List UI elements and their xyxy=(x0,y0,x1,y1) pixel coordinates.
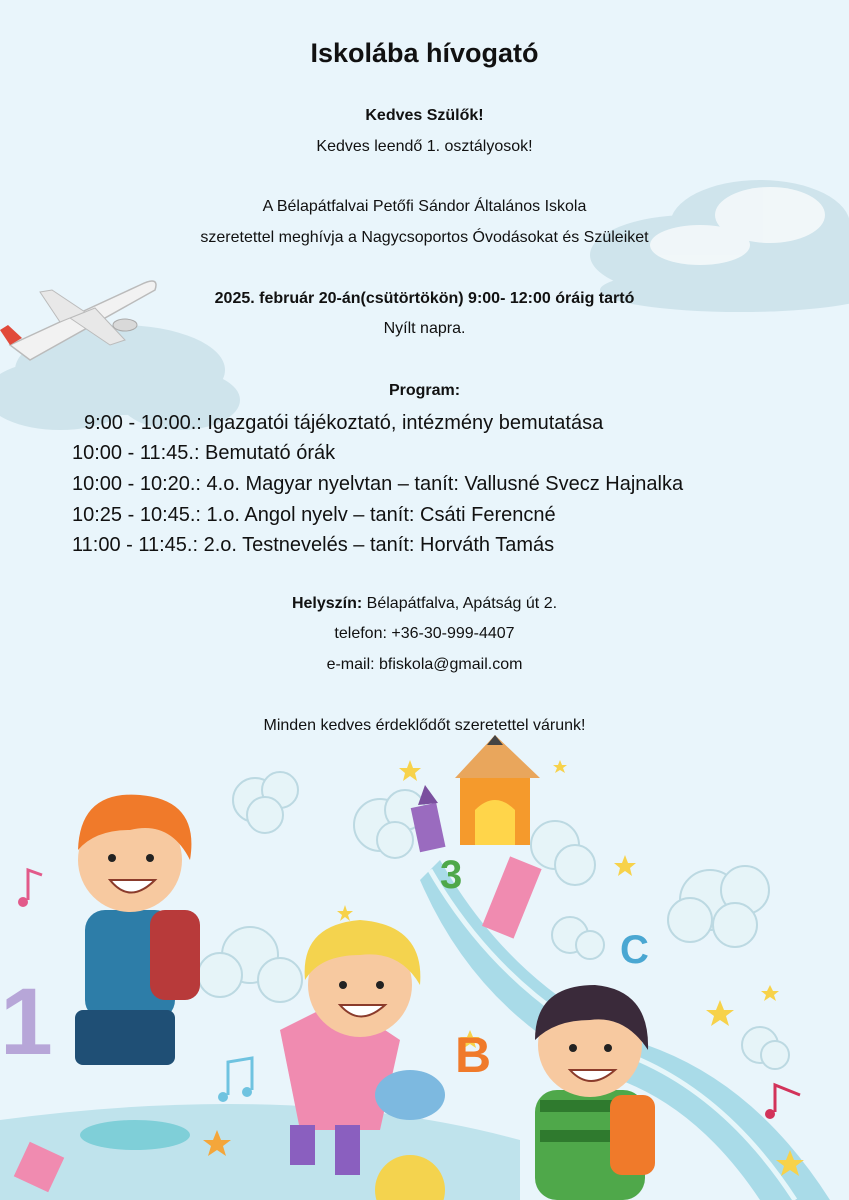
program-item: 10:00 - 10:20.: 4.o. Magyar nyelvtan – tanít: Vallusné Svecz Hajnalka xyxy=(72,473,684,495)
closing-message: Minden kedves érdeklődőt szeretettel várunk! xyxy=(263,717,586,734)
program-item: 10:00 - 11:45.: Bemutató órák xyxy=(72,442,336,464)
program-item: 11:00 - 11:45.: 2.o. Testnevelés – tanít: Horváth Tamás xyxy=(72,534,555,556)
email: e-mail: bfiskola@gmail.com xyxy=(326,656,523,673)
event-date: 2025. február 20-án(csütörtökön) 9:00- 12:00 óráig tartó xyxy=(214,290,635,307)
program-item: 9:00 - 10:00.: Igazgatói tájékoztató, intézmény bemutatása xyxy=(84,412,604,434)
letter-b: B xyxy=(455,1027,492,1083)
letter-three: 3 xyxy=(440,853,463,897)
letter-c: C xyxy=(620,928,649,972)
program-heading: Program: xyxy=(388,382,461,399)
program-item: 10:25 - 10:45.: 1.o. Angol nyelv – tanít: Csáti Ferencné xyxy=(72,504,556,526)
invite-line-1: A Bélapátfalvai Petőfi Sándor Általános Iskola xyxy=(262,198,587,215)
letter-one: 1 xyxy=(0,969,53,1075)
location-value: Bélapátfalva, Apátság út 2. xyxy=(366,595,558,612)
event-name: Nyílt napra. xyxy=(383,320,466,337)
kid-boy-left xyxy=(75,795,200,1065)
page-title: Iskolába hívogató xyxy=(310,38,539,68)
greeting-parents: Kedves Szülők! xyxy=(365,107,484,124)
location-line xyxy=(0,595,849,613)
phone: telefon: +36-30-999-4407 xyxy=(334,625,515,642)
invite-line-2: szeretettel meghívja a Nagycsoportos Óvodásokat és Szüleiket xyxy=(200,229,649,246)
crayon-pink-icon xyxy=(482,856,542,938)
location-label: Helyszín: xyxy=(291,595,363,612)
pencil-house-icon xyxy=(455,735,540,845)
greeting-first-graders: Kedves leendő 1. osztályosok! xyxy=(316,138,533,155)
kid-boy-right xyxy=(535,985,655,1200)
